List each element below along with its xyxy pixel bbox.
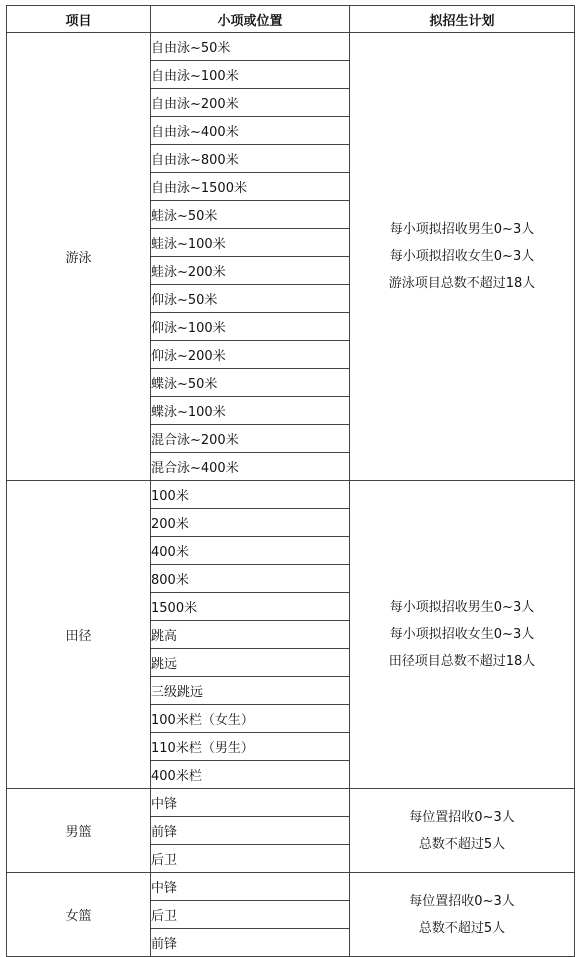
sub-item-cell: 110米栏（男生）	[151, 733, 350, 761]
plan-line: 游泳项目总数不超过18人	[388, 276, 536, 291]
category-cell: 田径	[7, 481, 151, 789]
sub-item-cell: 400米栏	[151, 761, 350, 789]
sub-item-cell: 后卫	[151, 845, 350, 873]
plan-cell	[350, 789, 575, 873]
plan-line: 每小项拟招收男生0~3人	[389, 222, 535, 237]
sub-item-cell: 前锋	[151, 817, 350, 845]
category-cell: 女篮	[7, 873, 151, 957]
sub-item-cell: 三级跳远	[151, 677, 350, 705]
sub-item-cell: 仰泳~200米	[151, 341, 350, 369]
table-row	[7, 789, 575, 817]
sub-item-cell: 蝶泳~100米	[151, 397, 350, 425]
plan-line: 每位置招收0~3人	[409, 809, 515, 825]
sub-item-cell: 中锋	[151, 873, 350, 901]
table-row	[7, 33, 575, 61]
plan-line: 总数不超过5人	[418, 920, 506, 936]
sub-item-cell: 蛙泳~100米	[151, 229, 350, 257]
sub-item-cell: 中锋	[151, 789, 350, 817]
header-row	[7, 6, 575, 33]
sub-item-cell: 1500米	[151, 593, 350, 621]
sub-item-cell: 仰泳~100米	[151, 313, 350, 341]
sub-item-cell: 后卫	[151, 901, 350, 929]
table-row	[7, 481, 575, 509]
sub-item-cell: 800米	[151, 565, 350, 593]
sub-item-cell: 跳高	[151, 621, 350, 649]
sub-item-cell: 混合泳~200米	[151, 425, 350, 453]
table-row	[7, 873, 575, 901]
header-plan: 拟招生计划	[350, 6, 575, 33]
header-sub-item: 小项或位置	[151, 6, 350, 33]
plan-line: 每位置招收0~3人	[409, 893, 515, 909]
sub-item-cell: 400米	[151, 537, 350, 565]
plan-line: 田径项目总数不超过18人	[388, 654, 536, 669]
plan-line: 每小项拟招收女生0~3人	[389, 627, 535, 642]
sub-item-cell: 蛙泳~200米	[151, 257, 350, 285]
plan-line: 每小项拟招收女生0~3人	[389, 249, 535, 264]
table-body	[7, 33, 575, 957]
sub-item-cell: 200米	[151, 509, 350, 537]
sub-item-cell: 100米	[151, 481, 350, 509]
plan-line: 每小项拟招收男生0~3人	[389, 600, 535, 615]
sub-item-cell: 100米栏（女生）	[151, 705, 350, 733]
sub-item-cell: 前锋	[151, 929, 350, 957]
sub-item-cell: 自由泳~200米	[151, 89, 350, 117]
plan-cell	[350, 873, 575, 957]
plan-line: 总数不超过5人	[418, 836, 506, 852]
sub-item-cell: 跳远	[151, 649, 350, 677]
category-cell: 游泳	[7, 33, 151, 481]
sub-item-cell: 自由泳~1500米	[151, 173, 350, 201]
sub-item-cell: 蝶泳~50米	[151, 369, 350, 397]
sub-item-cell: 混合泳~400米	[151, 453, 350, 481]
sub-item-cell: 自由泳~100米	[151, 61, 350, 89]
sub-item-cell: 蛙泳~50米	[151, 201, 350, 229]
sub-item-cell: 仰泳~50米	[151, 285, 350, 313]
sub-item-cell: 自由泳~400米	[151, 117, 350, 145]
plan-cell	[350, 33, 575, 481]
header-item: 项目	[7, 6, 151, 33]
category-cell: 男篮	[7, 789, 151, 873]
plan-cell	[350, 481, 575, 789]
sub-item-cell: 自由泳~50米	[151, 33, 350, 61]
sub-item-cell: 自由泳~800米	[151, 145, 350, 173]
recruitment-plan-table	[6, 5, 575, 957]
